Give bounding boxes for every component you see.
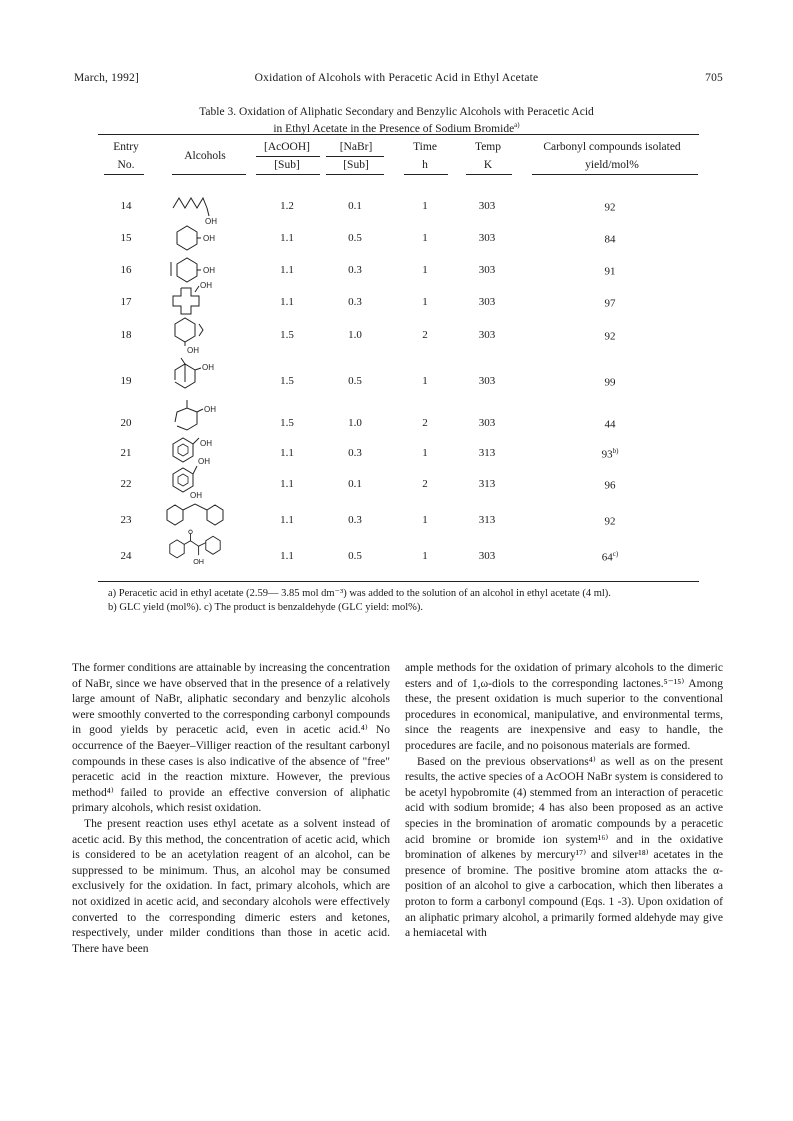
table-row-entry: 20: [120, 417, 132, 429]
cell-temp: 313: [478, 514, 496, 526]
body-paragraph: The former conditions are attainable by increasing the concentration of NaBr, since we have observed that in the presence of a relatively large amount of NaBr, aliphatic secondary and benzylic alcohols were smoothly converted to the corresponding carbonyl compounds in good yields by peracetic acid, even in acetic acid.⁴⁾ No occurrence of the Baeyer–Villiger reaction of the resultant carbonyl compounds in these cases is also indicative of the absence of "free" peracetic acid in the reaction mixture. However, the previous method⁴⁾ failed to provide an effective conversion of aliphatic primary alcohols, which resist oxidation.: [72, 661, 390, 815]
body-paragraph: The present reaction uses ethyl acetate as a solvent instead of acetic acid. By this method, the concentration of acetic acid, which is considered to be an acetylation reagent of an alcohol, can be suppressed to be minimum. Thus, an alcohol may be consumed exclusively for the oxidation. In fact, primary alcohols, which are not oxidized in acetic acid, and secondary alcohols were effectively converted to the corresponding dimeric esters and ketones, respectively, under milder conditions than those in acetic acid. There have been: [72, 816, 390, 955]
header-underline: [104, 174, 144, 175]
table-row-entry: 18: [120, 329, 132, 341]
table-bottom-rule: [98, 581, 699, 582]
cell-yield: 84: [604, 233, 616, 246]
table-row-entry: 17: [120, 296, 132, 308]
structure-isoborneol: [165, 400, 225, 434]
header-time: Time h: [413, 141, 437, 171]
body-column-left: [72, 660, 390, 956]
cell-acooh: 1.5: [280, 375, 294, 387]
cell-temp: 303: [478, 264, 496, 276]
cell-acooh: 1.5: [280, 417, 294, 429]
cell-nabr: 1.0: [348, 417, 362, 429]
cell-acooh: 1.1: [280, 447, 294, 459]
cell-time: 1: [422, 232, 428, 244]
cell-acooh: 1.2: [280, 200, 294, 212]
cell-temp: 303: [478, 296, 496, 308]
structure-benzhydrol: [165, 491, 225, 528]
cell-yield: 99: [604, 376, 616, 389]
header-underline: [532, 174, 698, 175]
cell-time: 1: [422, 447, 428, 459]
cell-nabr: 0.1: [348, 200, 362, 212]
cell-yield: 92: [604, 201, 616, 214]
cell-time: 1: [422, 550, 428, 562]
table-row-entry: 24: [120, 550, 132, 562]
body-paragraph: ample methods for the oxidation of primary alcohols to the dimeric esters and of 1,ω-diols to the corresponding lactones.⁵⁻¹⁵⁾ Among these, the present oxidation is much superior to the conventional procedures in economical, manipulative, and environmental terms, since the reagents are inexpensive and easy to handle, the procedures are facile, and no poisonous materials are formed.: [405, 661, 723, 752]
cell-acooh: 1.1: [280, 264, 294, 276]
cell-nabr: 0.3: [348, 264, 362, 276]
header-yield: Carbonyl compounds isolated yield/mol%: [543, 141, 681, 171]
page-number: 705: [705, 72, 723, 84]
cell-acooh: 1.1: [280, 514, 294, 526]
table-row-entry: 14: [120, 200, 132, 212]
cell-nabr: 0.5: [348, 550, 362, 562]
svg-text:OH: OH: [203, 234, 215, 243]
cell-nabr: 0.3: [348, 296, 362, 308]
svg-text:OH: OH: [190, 491, 202, 500]
fraction-bar: [326, 156, 384, 157]
cell-acooh: 1.1: [280, 296, 294, 308]
cell-time: 1: [422, 514, 428, 526]
header-underline: [256, 174, 320, 175]
structure-borneol: [165, 358, 225, 392]
cell-nabr: 0.3: [348, 514, 362, 526]
table-footnote-bc: b) GLC yield (mol%). c) The product is benzaldehyde (GLC yield: mol%).: [108, 602, 424, 613]
cell-temp: 313: [478, 447, 496, 459]
svg-text:OH: OH: [204, 405, 216, 414]
body-paragraph: Based on the previous observations⁴⁾ as well as on the present results, the active species of a AcOOH NaBr system is considered to be acetyl hypobromite (4) stemmed from an interaction of peracetic acid with sodium bromide; 4 has also been proposed as an active species in the bromination of aromatic compounds by a peracetic acid bromine or bromide ion system¹⁶⁾ and in the oxidative bromination of alkenes by mercury¹⁷⁾ and silver¹⁸⁾ acetates in the presence of bromine. The positive bromine atom attacks the α-position of an alcohol to give a carbocation, which then liberates a proton to form a carbonyl compound (Eqs. 1 -3). Upon oxidation of an aliphatic primary alcohol, a primarily formed aldehyde may give a hemiacetal with: [405, 754, 723, 940]
header-alcohols: Alcohols: [184, 150, 226, 162]
cell-yield: 64$^{c)}$: [601, 550, 619, 564]
cell-temp: 313: [478, 478, 496, 490]
header-underline: [326, 174, 384, 175]
table-top-rule: [98, 134, 699, 135]
svg-text:OH: OH: [202, 363, 214, 372]
svg-text:OH: OH: [200, 439, 212, 448]
header-underline: [466, 174, 512, 175]
svg-text:OH: OH: [203, 266, 215, 275]
body-column-right: [405, 660, 723, 941]
cell-time: 2: [422, 329, 428, 341]
cell-nabr: 0.5: [348, 232, 362, 244]
table-row-entry: 22: [120, 478, 132, 490]
table-caption-footnote-mark: a): [514, 121, 520, 129]
cell-temp: 303: [478, 550, 496, 562]
header-temp: Temp K: [474, 141, 502, 171]
cell-acooh: 1.5: [280, 329, 294, 341]
header-nabr: [NaBr] [Sub]: [339, 141, 373, 171]
cell-yield: 97: [604, 297, 616, 310]
cell-yield: 93$^{b)}$: [601, 447, 619, 461]
svg-text:OH: OH: [187, 346, 199, 355]
table-row-entry: 15: [120, 232, 132, 244]
fraction-bar: [256, 156, 320, 157]
structure-2-octanol: [165, 190, 225, 224]
svg-text:OH: OH: [193, 557, 204, 567]
cell-time: 1: [422, 200, 428, 212]
table-footnote-a: a) Peracetic acid in ethyl acetate (2.59— 3.85 mol dm⁻³) was added to the solution of an alcohol in ethyl acetate (4 ml).: [108, 588, 611, 599]
cell-time: 1: [422, 264, 428, 276]
structure-cyclohexanol: [165, 222, 225, 256]
table-caption: [0, 106, 793, 136]
cell-time: 2: [422, 478, 428, 490]
table-row-entry: 16: [120, 264, 132, 276]
cell-time: 1: [422, 375, 428, 387]
header-underline: [404, 174, 448, 175]
cell-temp: 303: [478, 417, 496, 429]
cell-yield: 91: [604, 265, 616, 278]
svg-text:OH: OH: [200, 281, 212, 290]
table-row-entry: 19: [120, 375, 132, 387]
cell-nabr: 1.0: [348, 329, 362, 341]
svg-text:OH: OH: [198, 457, 210, 466]
cell-temp: 303: [478, 232, 496, 244]
table-caption-line-1: Table 3. Oxidation of Aliphatic Secondary and Benzylic Alcohols with Peracetic Acid: [199, 106, 594, 118]
cell-temp: 303: [478, 375, 496, 387]
cell-time: 2: [422, 417, 428, 429]
table-caption-line-2: in Ethyl Acetate in the Presence of Sodium Bromide: [273, 122, 515, 135]
cell-yield: 44: [604, 418, 616, 431]
structure-isopropylcyclohexanol: [165, 316, 225, 355]
running-header-title: Oxidation of Alcohols with Peracetic Acid in Ethyl Acetate: [254, 72, 539, 84]
cell-temp: 303: [478, 200, 496, 212]
table-row-entry: 21: [120, 447, 132, 459]
cell-yield: 92: [604, 330, 616, 343]
running-header-left: March, 1992]: [74, 72, 139, 84]
structure-menthol: [165, 282, 225, 316]
cell-nabr: 0.3: [348, 447, 362, 459]
cell-time: 1: [422, 296, 428, 308]
cell-nabr: 0.1: [348, 478, 362, 490]
cell-temp: 303: [478, 329, 496, 341]
structure-1-phenylethanol: [165, 458, 225, 492]
cell-nabr: 0.5: [348, 375, 362, 387]
cell-acooh: 1.1: [280, 232, 294, 244]
structure-benzoin: [165, 530, 225, 567]
header-entry: Entry No.: [113, 141, 139, 171]
svg-text:OH: OH: [205, 217, 217, 226]
cell-yield: 96: [604, 479, 616, 492]
cell-acooh: 1.1: [280, 478, 294, 490]
header-underline: [172, 174, 246, 175]
cell-acooh: 1.1: [280, 550, 294, 562]
header-acooh: [AcOOH] [Sub]: [264, 141, 310, 171]
cell-yield: 92: [604, 515, 616, 528]
table-row-entry: 23: [120, 514, 132, 526]
